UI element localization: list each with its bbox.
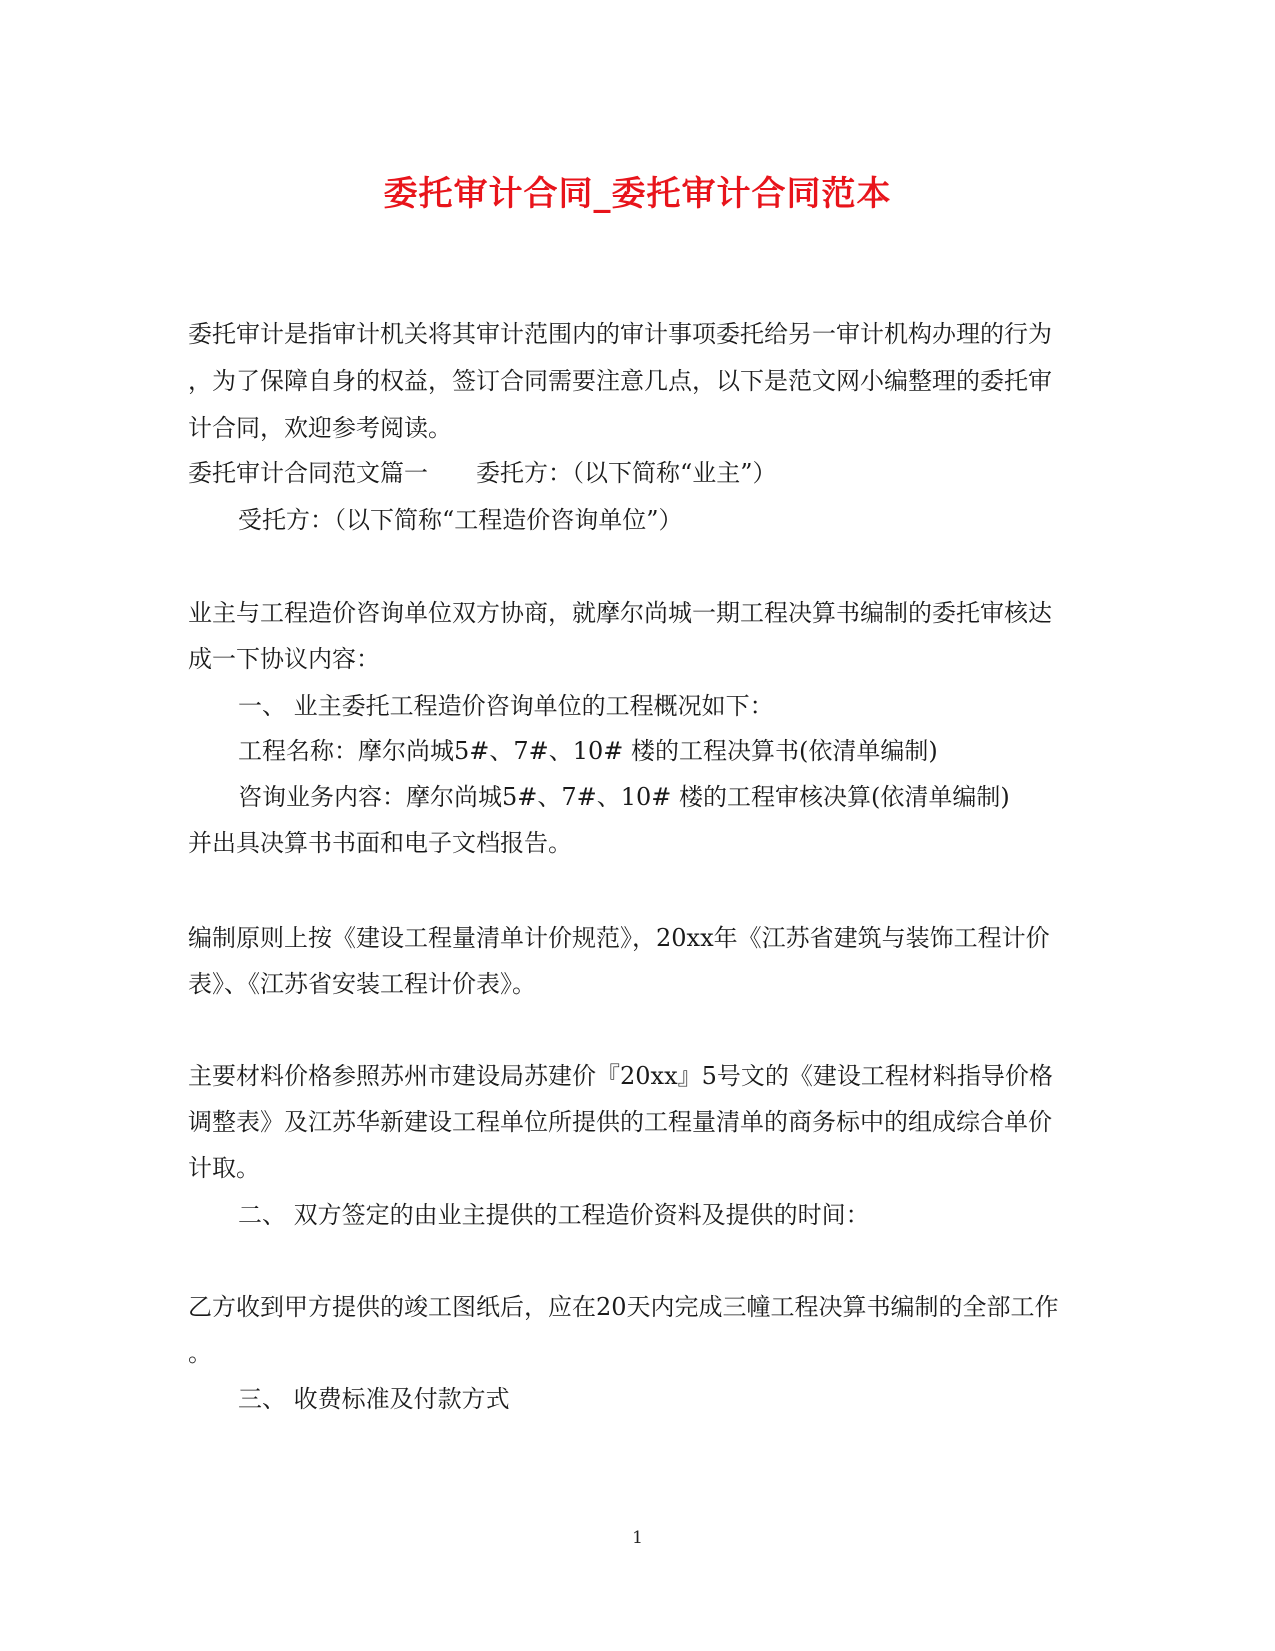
paragraph-line: ，为了保障自身的权益，签订合同需要注意几点，以下是范文网小编整理的委托审: [188, 367, 1052, 395]
paragraph-line: 乙方收到甲方提供的竣工图纸后，应在20天内完成三幢工程决算书编制的全部工作: [188, 1293, 1059, 1321]
paragraph-line: 计合同，欢迎参考阅读。: [188, 414, 452, 442]
paragraph-line: 调整表》及江苏华新建设工程单位所提供的工程量清单的商务标中的组成综合单价: [188, 1108, 1052, 1136]
document-title: 委托审计合同_委托审计合同范本: [383, 174, 892, 214]
paragraph-line: 业主与工程造价咨询单位双方协商，就摩尔尚城一期工程决算书编制的委托审核达: [188, 599, 1052, 627]
paragraph-line: 受托方：（以下简称“工程造价咨询单位”）: [238, 506, 683, 534]
paragraph-line: 一、 业主委托工程造价咨询单位的工程概况如下：: [238, 692, 774, 720]
paragraph-line: 编制原则上按《建设工程量清单计价规范》，20xx年《江苏省建筑与装饰工程计价: [188, 924, 1050, 952]
paragraph-line: 并出具决算书书面和电子文档报告。: [188, 829, 572, 857]
paragraph-line: 委托审计是指审计机关将其审计范围内的审计事项委托给另一审计机构办理的行为: [188, 320, 1052, 348]
page-number: 1: [632, 1528, 643, 1548]
paragraph-line: 成一下协议内容：: [188, 645, 380, 673]
paragraph-line: 表》、《江苏省安装工程计价表》。: [188, 970, 536, 998]
paragraph-line: 。: [188, 1339, 212, 1367]
paragraph-line: 主要材料价格参照苏州市建设局苏建价『20xx』5号文的《建设工程材料指导价格: [188, 1062, 1053, 1090]
paragraph-line: 工程名称：摩尔尚城5#、7#、10# 楼的工程决算书(依清单编制): [238, 737, 938, 765]
paragraph-line: 委托审计合同范文篇一 委托方：（以下简称“业主”）: [188, 459, 777, 487]
paragraph-line: 二、 双方签定的由业主提供的工程造价资料及提供的时间：: [238, 1201, 870, 1229]
paragraph-line: 三、 收费标准及付款方式: [238, 1385, 510, 1413]
paragraph-line: 计取。: [188, 1154, 260, 1182]
paragraph-line: 咨询业务内容：摩尔尚城5#、7#、10# 楼的工程审核决算(依清单编制): [238, 783, 1010, 811]
